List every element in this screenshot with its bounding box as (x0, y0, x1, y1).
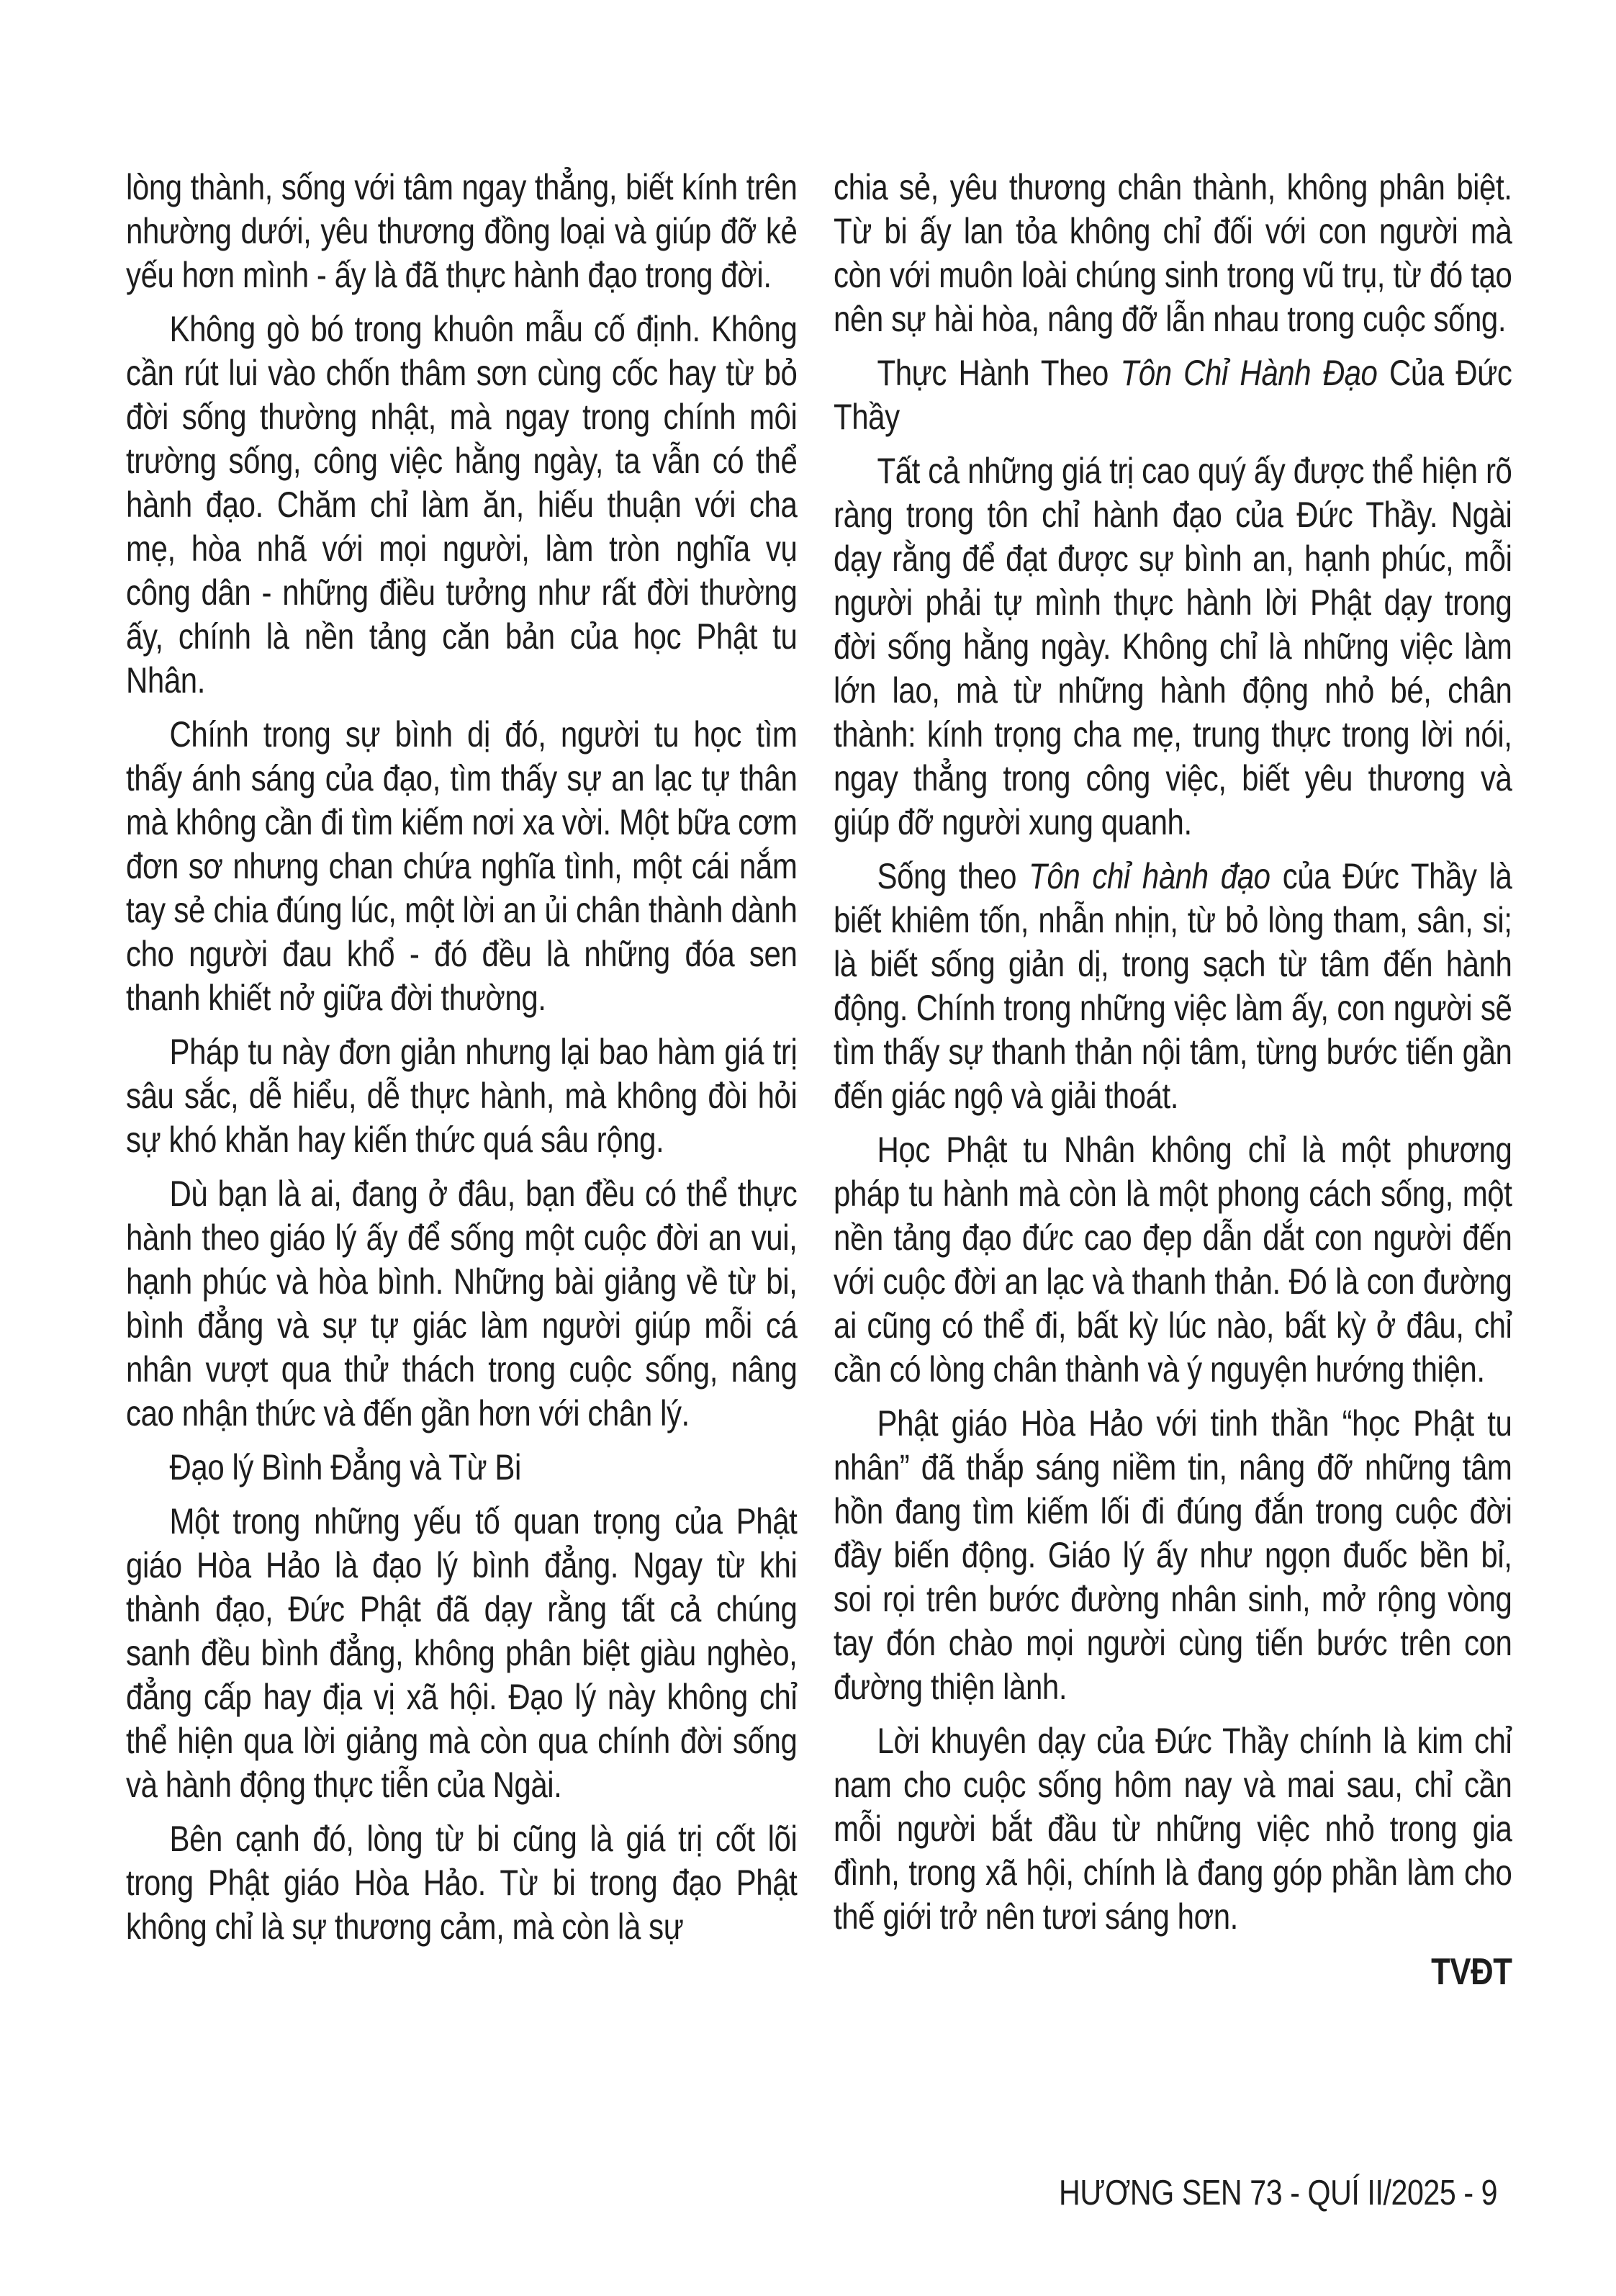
paragraph (126, 166, 797, 297)
paragraph (126, 713, 797, 1020)
text-run: Lời khuyên dạy của Đức Thầy chính là kim chỉ nam cho cuộc sống hôm nay và mai sau, chỉ cần mỗi người bắt đầu từ những việc nhỏ trong gia đình, trong xã hội, chính là đang góp phần làm cho thế giới trở nên tươi sáng hơn. (834, 1721, 1512, 1937)
text-run: Dù bạn là ai, đang ở đâu, bạn đều có thể thực hành theo giáo lý ấy để sống một cuộc đời an vui, hạnh phúc và hòa bình. Những bài giảng về từ bi, bình đẳng và sự tự giác làm người giúp mỗi cá nhân vượt qua thử thách trong cuộc sống, nâng cao nhận thức và đến gần hơn với chân lý. (126, 1174, 798, 1433)
text-run: Thực Hành Theo (877, 353, 1121, 393)
text-run: Không gò bó trong khuôn mẫu cố định. Không cần rút lui vào chốn thâm sơn cùng cốc hay từ bỏ đời sống thường nhật, mà ngay trong chính môi trường sống, công việc hằng ngày, ta vẫn có thể hành đạo. Chăm chỉ làm ăn, hiếu thuận với cha mẹ, hòa nhã với mọi người, làm tròn nghĩa vụ công dân - những điều tưởng như rất đời thường ấy, chính là nền tảng căn bản của học Phật tu Nhân. (126, 309, 798, 701)
text-run: Đạo lý Bình Đẳng và Từ Bi (169, 1447, 521, 1487)
text-run: của Đức Thầy là biết khiêm tốn, nhẫn nhịn, từ bỏ lòng tham, sân, si; là biết sống giản dị, trong sạch từ tâm đến hành động. Chính trong những việc làm ấy, con người sẽ tìm thấy sự thanh thản nội tâm, từng bước tiến gần đến giác ngộ và giải thoát. (834, 856, 1512, 1116)
paragraph (834, 1128, 1512, 1392)
paragraph (834, 1402, 1512, 1709)
italic-text-run: Tôn Chỉ Hành Đạo (1120, 353, 1378, 393)
text-run: Phật giáo Hòa Hảo với tinh thần “học Phật tu nhân” đã thắp sáng niềm tin, nâng đỡ những tâm hồn đang tìm kiếm lối đi đúng đắn trong cuộc đời đầy biến động. Giáo lý ấy như ngọn đuốc bền bỉ, soi rọi trên bước đường nhân sinh, mở rộng vòng tay đón chào mọi người cùng tiến bước trên con đường thiện lành. (834, 1403, 1512, 1707)
text-run: Tất cả những giá trị cao quý ấy được thể hiện rõ ràng trong tôn chỉ hành đạo của Đức Thầy. Ngài dạy rằng để đạt được sự bình an, hạnh phúc, mỗi người phải tự mình thực hành lời Phật dạy trong đời sống hằng ngày. Không chỉ là những việc làm lớn lao, mà từ những hành động nhỏ bé, chân thành: kính trọng cha mẹ, trung thực trong lời nói, ngay thẳng trong công việc, biết yêu thương và giúp đỡ người xung quanh. (834, 451, 1512, 842)
text-run: lòng thành, sống với tâm ngay thẳng, biết kính trên nhường dưới, yêu thương đồng loại và giúp đỡ kẻ yếu hơn mình - ấy là đã thực hành đạo trong đời. (126, 167, 798, 295)
paragraph (126, 1030, 797, 1162)
section-heading (834, 351, 1512, 439)
text-run: Chính trong sự bình dị đó, người tu học tìm thấy ánh sáng của đạo, tìm thấy sự an lạc tự thân mà không cần đi tìm kiếm nơi xa vời. Một bữa cơm đơn sơ nhưng chan chứa nghĩa tình, một cái nắm tay sẻ chia đúng lúc, một lời an ủi chân thành dành cho người đau khổ - đó đều là những đóa sen thanh khiết nở giữa đời thường. (126, 714, 798, 1018)
paragraph (126, 307, 797, 703)
text-run: chia sẻ, yêu thương chân thành, không phân biệt. Từ bi ấy lan tỏa không chỉ đối với con người mà còn với muôn loài chúng sinh trong vũ trụ, từ đó tạo nên sự hài hòa, nâng đỡ lẫn nhau trong cuộc sống. (834, 167, 1512, 339)
paragraph (126, 1817, 797, 1949)
text-run: Sống theo (877, 856, 1029, 896)
text-run: Một trong những yếu tố quan trọng của Phật giáo Hòa Hảo là đạo lý bình đẳng. Ngay từ khi thành đạo, Đức Phật đã dạy rằng tất cả chúng sanh đều bình đẳng, không phân biệt giàu nghèo, đẳng cấp hay địa vị xã hội. Đạo lý này không chỉ thể hiện qua lời giảng mà còn qua chính đời sống và hành động thực tiễn của Ngài. (126, 1501, 798, 1805)
page-footer: HƯƠNG SEN 73 - QUÍ II/2025 - 9 (1058, 2174, 1497, 2212)
section-heading (126, 1446, 797, 1490)
right-column (834, 166, 1512, 1994)
author-signature: TVĐT (1431, 1951, 1512, 1993)
text-run: Của Đức Thầy (834, 353, 1512, 437)
left-column (126, 166, 797, 1949)
paragraph (834, 166, 1512, 341)
paragraph (834, 1719, 1512, 1939)
paragraph (834, 449, 1512, 845)
italic-text-run: Tôn chỉ hành đạo (1029, 856, 1270, 896)
paragraph (834, 855, 1512, 1118)
text-run: Học Phật tu Nhân không chỉ là một phương pháp tu hành mà còn là một phong cách sống, một nền tảng đạo đức cao đẹp dẫn dắt con người đến với cuộc đời an lạc và thanh thản. Đó là con đường ai cũng có thể đi, bất kỳ lúc nào, bất kỳ ở đâu, chỉ cần có lòng chân thành và ý nguyện hướng thiện. (834, 1130, 1512, 1390)
paragraph (126, 1172, 797, 1436)
text-run: Bên cạnh đó, lòng từ bi cũng là giá trị cốt lõi trong Phật giáo Hòa Hảo. Từ bi trong đạo Phật không chỉ là sự thương cảm, mà còn là sự (126, 1819, 798, 1947)
paragraph (126, 1500, 797, 1807)
text-run: Pháp tu này đơn giản nhưng lại bao hàm giá trị sâu sắc, dễ hiểu, dễ thực hành, mà không đòi hỏi sự khó khăn hay kiến thức quá sâu rộng. (126, 1032, 798, 1160)
